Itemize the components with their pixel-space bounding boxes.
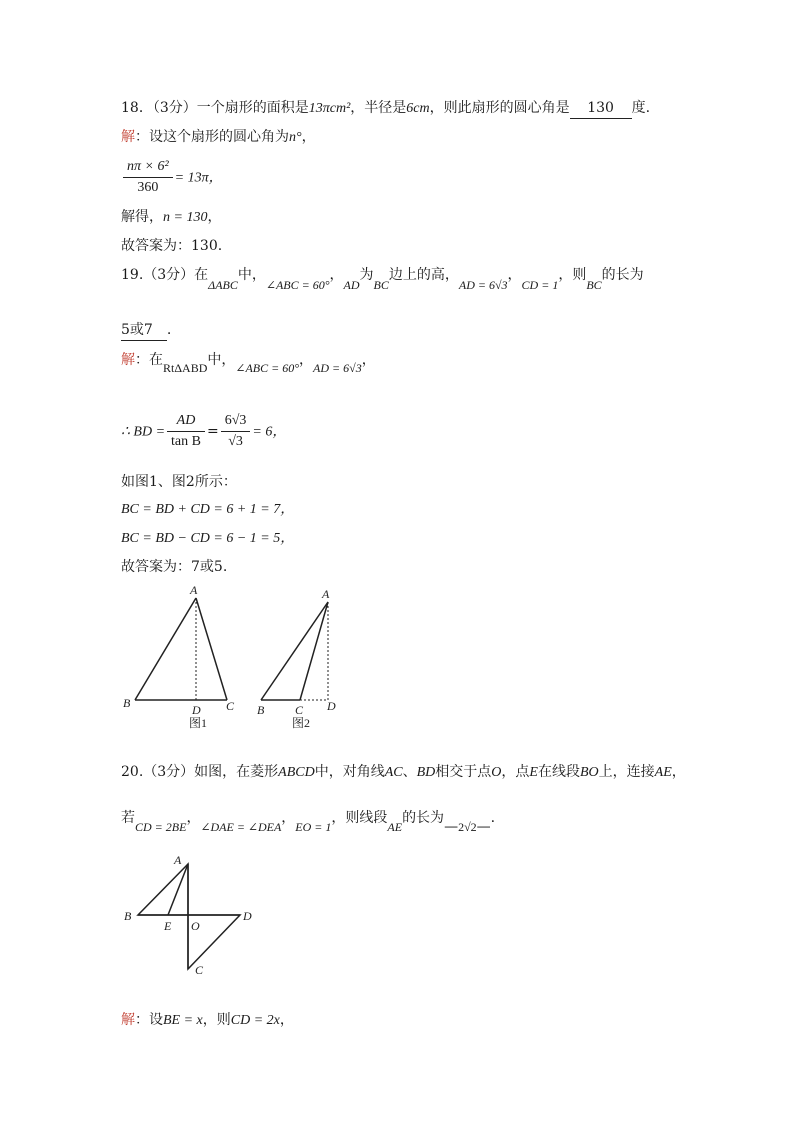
q19-figure-2 [257,587,336,730]
q20-label-c: C [195,963,204,977]
fig2-label-d: D [327,699,336,713]
q18-fraction: $\frac{\text{nπ × 6²}}{360}$ [123,158,173,197]
q19-answer: 5或7 [121,320,167,341]
rhombus [138,864,240,969]
q19-answer-line: 5或7 . [121,320,171,341]
q18-solution-label: 解 [121,129,135,145]
q20-label-e: E [164,919,172,933]
q19-bd-equation: ∴ BD = $\frac{AD}{\text{tan B}}$ = $\frac{6√3}{√3}$ = 6， [121,413,287,449]
q19-figures [110,580,370,730]
q18-final-answer: 故答案为：130. [121,238,223,254]
q20-figure [115,850,265,980]
q18-solve: 解得，n = 130， [121,209,222,225]
fig1-label-c: C [226,699,235,713]
fig1-caption: 图1 [189,716,208,730]
q20-answer: 2√2 [458,820,477,834]
q19-solution-label: 解 [121,352,135,368]
fig1-label-d: D [192,703,201,717]
q18-answer: 130 [570,98,632,119]
fig2-label-a: A [322,587,330,601]
q19-stem: 19.（3分）在ΔABC中，∠ABC = 60°，AD为BC边上的高，AD = 6√3，CD = 1，则BC的长为 [121,267,644,292]
q20-label-a: A [174,853,182,867]
q19-solution-intro: 解：在RtΔABD中，∠ABC = 60°，AD = 6√3， [121,352,376,375]
q20-solution-label: 解 [121,1012,135,1028]
q18-solution-intro: 解：设这个扇形的圆心角为n°， [121,129,316,145]
q20-conditions: 若CD = 2BE，∠DAE = ∠DEA，EO = 1，则线段AE的长为—2√2—. [121,810,496,835]
q20-label-d: D [243,909,252,923]
q19-final-answer: 故答案为：7或5. [121,559,228,575]
fig2-label-b: B [257,703,265,717]
fig1-label-b: B [123,696,131,710]
q18-radius: 6cm [406,101,430,116]
q19-eq2: BC = BD − CD = 6 − 1 = 5， [121,531,295,546]
q18-equation: $\frac{\text{nπ × 6²}}{360}$ = 13π， [121,158,223,197]
q19-figure-1 [123,583,235,730]
q19-figs-text: 如图1、图2所示： [121,474,237,490]
q20-stem: 20.（3分）如图，在菱形ABCD中，对角线AC、BD相交于点O，点E在线段BO上，连接AE， [121,764,686,780]
q20-label-o: O [191,919,200,933]
fig2-label-c: C [295,703,304,717]
q18-area: 13πcm² [308,101,351,116]
fig1-label-a: A [190,583,198,597]
q20-solution: 解：设BE = x，则CD = 2x， [121,1012,294,1028]
q19-eq1: BC = BD + CD = 6 + 1 = 7， [121,502,295,517]
q18-stem: 18．（3分）一个扇形的面积是13πcm²，半径是6cm，则此扇形的圆心角是 130 度. [121,98,650,119]
fig2-caption: 图2 [292,716,311,730]
q20-label-b: B [124,909,132,923]
segment-ae [168,864,188,915]
